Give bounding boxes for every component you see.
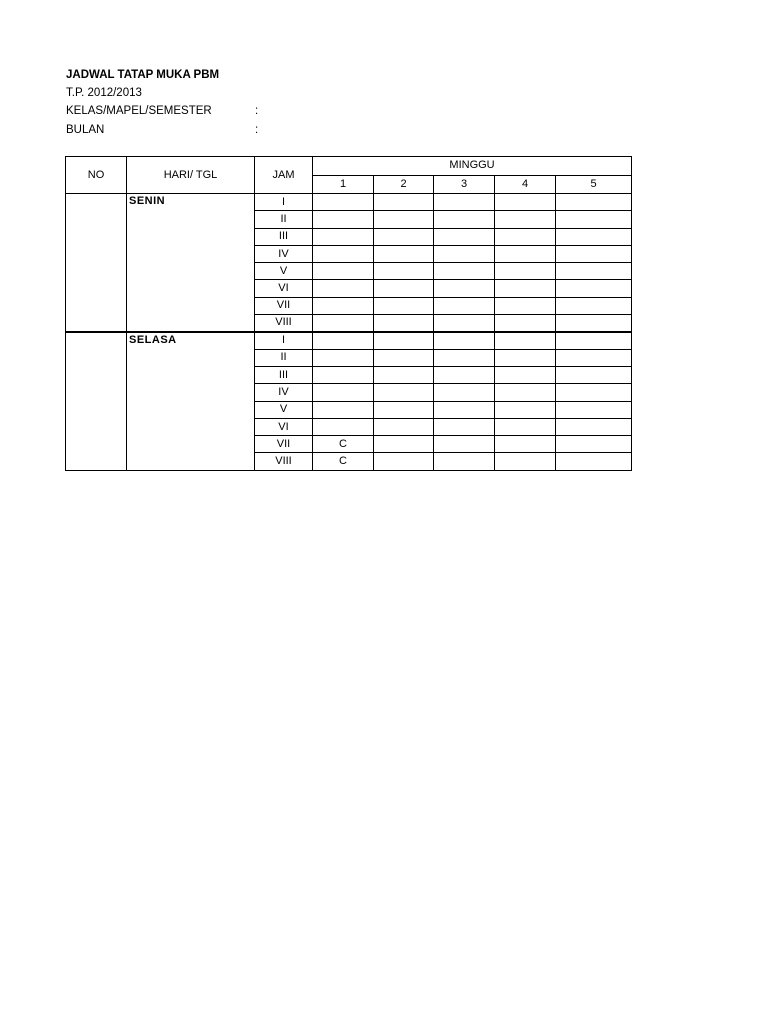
jam-cell: VI [255,418,313,435]
week-cell-2[interactable] [374,332,434,349]
column-header-no: NO [66,157,127,194]
document-title: JADWAL TATAP MUKA PBM [66,69,220,81]
week-cell-1[interactable] [313,332,374,349]
week-cell-4[interactable] [495,366,556,383]
week-cell-3[interactable] [434,263,495,280]
school-year: T.P. 2012/2013 [66,87,142,100]
day-cell-selasa[interactable]: SELASA [127,332,255,470]
week-cell-2[interactable] [374,280,434,297]
week-cell-4[interactable] [495,315,556,332]
week-cell-5[interactable] [556,280,632,297]
week-header-5: 5 [556,175,632,194]
week-cell-1[interactable] [313,349,374,366]
week-cell-2[interactable] [374,194,434,211]
table-row [66,194,632,211]
week-cell-2[interactable] [374,401,434,418]
week-cell-2[interactable] [374,453,434,470]
jam-cell: II [255,211,313,228]
week-cell-2[interactable] [374,418,434,435]
week-cell-2[interactable] [374,384,434,401]
document-header [66,66,258,139]
jam-cell: V [255,401,313,418]
week-header-3: 3 [434,175,495,194]
week-cell-3[interactable] [434,280,495,297]
week-cell-3[interactable] [434,349,495,366]
week-cell-3[interactable] [434,211,495,228]
week-cell-4[interactable] [495,228,556,245]
week-cell-4[interactable] [495,418,556,435]
week-cell-1[interactable] [313,263,374,280]
week-cell-1[interactable]: C [313,436,374,453]
week-cell-4[interactable] [495,194,556,211]
week-cell-1[interactable] [313,211,374,228]
week-cell-3[interactable] [434,418,495,435]
week-cell-4[interactable] [495,384,556,401]
week-cell-1[interactable] [313,384,374,401]
week-cell-5[interactable] [556,418,632,435]
week-cell-3[interactable] [434,228,495,245]
week-cell-3[interactable] [434,194,495,211]
week-cell-3[interactable] [434,453,495,470]
week-header-4: 4 [495,175,556,194]
week-cell-5[interactable] [556,401,632,418]
week-cell-3[interactable] [434,315,495,332]
jam-cell: VIII [255,453,313,470]
week-cell-1[interactable] [313,280,374,297]
week-cell-4[interactable] [495,436,556,453]
jam-cell: VII [255,297,313,314]
week-cell-1[interactable] [313,366,374,383]
jam-cell: III [255,228,313,245]
week-cell-2[interactable] [374,228,434,245]
jam-cell: VI [255,280,313,297]
week-cell-5[interactable] [556,384,632,401]
week-cell-5[interactable] [556,194,632,211]
week-cell-5[interactable] [556,263,632,280]
table-header [66,157,632,194]
week-cell-5[interactable] [556,297,632,314]
week-cell-4[interactable] [495,349,556,366]
jam-cell: III [255,366,313,383]
week-cell-3[interactable] [434,297,495,314]
table-body [66,194,632,471]
header-field-kelas [66,102,258,120]
week-cell-2[interactable] [374,211,434,228]
week-cell-3[interactable] [434,384,495,401]
day-cell-senin[interactable]: SENIN [127,194,255,332]
week-cell-5[interactable] [556,366,632,383]
jam-cell: IV [255,384,313,401]
week-cell-2[interactable] [374,245,434,262]
jam-cell: I [255,332,313,349]
column-header-minggu: MINGGU [313,157,632,176]
week-cell-3[interactable] [434,436,495,453]
week-cell-5[interactable] [556,315,632,332]
no-cell[interactable] [66,332,127,470]
week-cell-1[interactable]: C [313,453,374,470]
week-cell-2[interactable] [374,297,434,314]
week-cell-3[interactable] [434,366,495,383]
week-cell-4[interactable] [495,280,556,297]
header-field-label: KELAS/MAPEL/SEMESTER [66,105,212,118]
table-row [66,332,632,349]
week-cell-5[interactable] [556,245,632,262]
jam-cell: IV [255,245,313,262]
week-cell-2[interactable] [374,436,434,453]
header-field-bulan [66,121,258,139]
week-cell-4[interactable] [495,245,556,262]
week-cell-1[interactable] [313,315,374,332]
week-cell-3[interactable] [434,332,495,349]
no-cell[interactable] [66,194,127,332]
week-cell-1[interactable] [313,228,374,245]
week-cell-2[interactable] [374,263,434,280]
week-cell-1[interactable] [313,401,374,418]
week-cell-2[interactable] [374,349,434,366]
week-cell-1[interactable] [313,297,374,314]
week-header-1: 1 [313,175,374,194]
week-cell-5[interactable] [556,332,632,349]
week-cell-4[interactable] [495,453,556,470]
week-cell-1[interactable] [313,245,374,262]
column-header-day: HARI/ TGL [127,157,255,194]
header-field-label: BULAN [66,123,105,136]
week-cell-5[interactable] [556,453,632,470]
header-field-separator: : [255,123,259,136]
jam-cell: V [255,263,313,280]
header-field-separator: : [255,105,259,118]
week-cell-4[interactable] [495,297,556,314]
week-cell-1[interactable] [313,418,374,435]
week-cell-5[interactable] [556,436,632,453]
week-cell-4[interactable] [495,263,556,280]
week-header-2: 2 [374,175,434,194]
week-cell-3[interactable] [434,401,495,418]
schedule-table [65,156,632,471]
week-cell-5[interactable] [556,349,632,366]
week-cell-4[interactable] [495,401,556,418]
jam-cell: I [255,194,313,211]
column-header-jam: JAM [255,157,313,194]
week-cell-5[interactable] [556,211,632,228]
week-cell-2[interactable] [374,315,434,332]
week-cell-4[interactable] [495,332,556,349]
week-cell-5[interactable] [556,228,632,245]
week-cell-1[interactable] [313,194,374,211]
jam-cell: II [255,349,313,366]
jam-cell: VII [255,436,313,453]
week-cell-2[interactable] [374,366,434,383]
jam-cell: VIII [255,315,313,332]
week-cell-3[interactable] [434,245,495,262]
week-cell-4[interactable] [495,211,556,228]
